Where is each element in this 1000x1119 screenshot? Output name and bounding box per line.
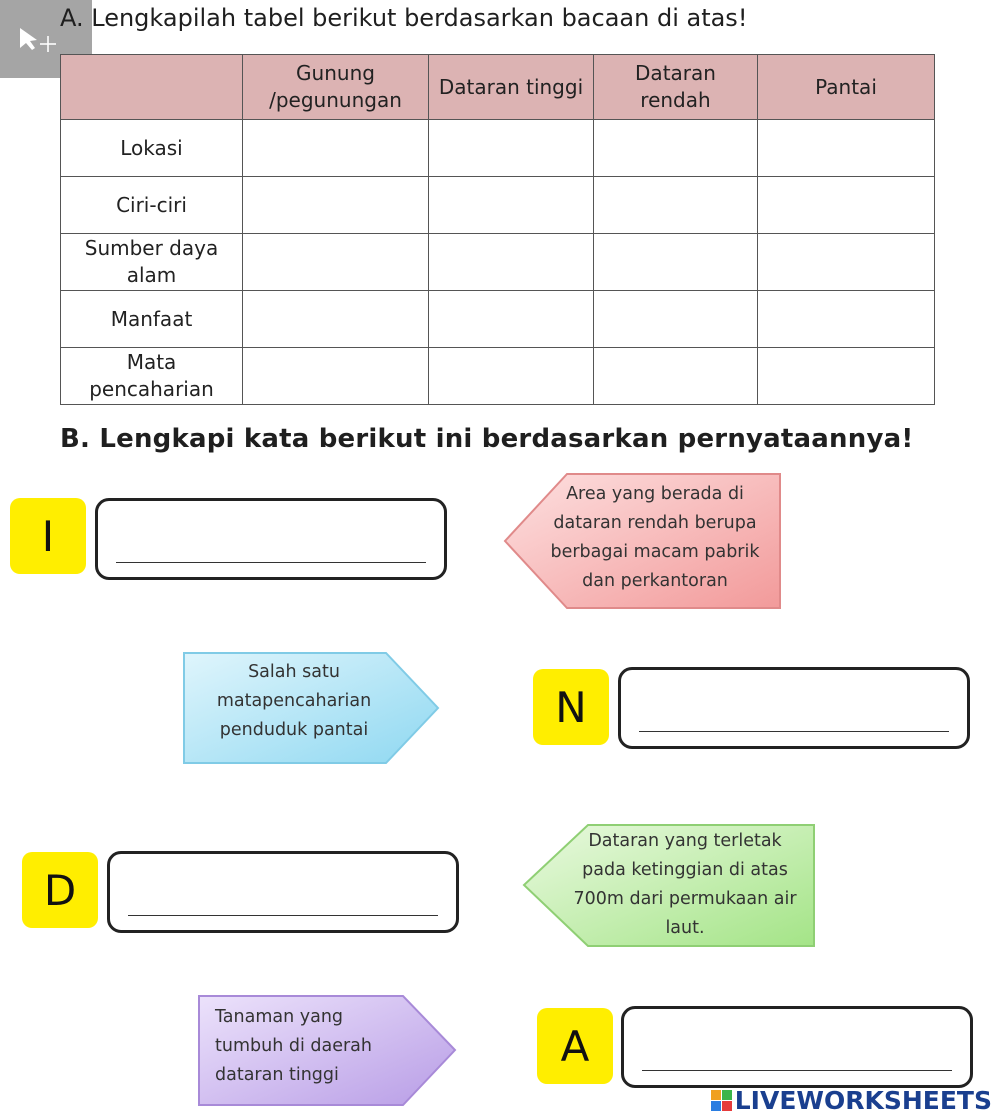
clue-arrow-i [503, 472, 783, 610]
clue-arrow-d [522, 823, 816, 948]
answer-cell[interactable] [429, 177, 594, 234]
completion-table [60, 54, 935, 405]
answer-box-a[interactable] [621, 1006, 973, 1088]
answer-cell[interactable] [594, 234, 758, 291]
answer-cell[interactable] [429, 234, 594, 291]
section-a-heading: A. Lengkapilah tabel berikut berdasarkan bacaan di atas! [60, 4, 748, 32]
table-row [61, 291, 935, 348]
answer-cell[interactable] [243, 234, 429, 291]
row-header: Mata pencaharian [61, 348, 243, 405]
answer-cell[interactable] [243, 177, 429, 234]
liveworksheets-watermark [711, 1086, 992, 1115]
answer-box-d[interactable] [107, 851, 459, 933]
answer-input-a[interactable] [642, 1042, 952, 1071]
letter-badge-a: A [537, 1008, 613, 1084]
answer-cell[interactable] [243, 348, 429, 405]
answer-cell[interactable] [758, 120, 935, 177]
letter-badge-n: N [533, 669, 609, 745]
table-header-row [61, 55, 935, 120]
clue-text-d: Dataran yang terletak pada ketinggian di atas 700m dari permukaan air laut. [573, 831, 797, 938]
letter-badge-d: D [22, 852, 98, 928]
row-header: Sumber daya alam [61, 234, 243, 291]
column-header: Pantai [758, 55, 935, 120]
answer-input-n[interactable] [639, 703, 949, 732]
answer-cell[interactable] [594, 291, 758, 348]
clue-text-a: Tanaman yang tumbuh di daerah dataran tinggi [215, 1007, 372, 1085]
liveworksheets-logo-icon [711, 1090, 732, 1111]
clue-arrow-a [197, 994, 457, 1107]
answer-box-n[interactable] [618, 667, 970, 749]
column-header: Dataran tinggi [429, 55, 594, 120]
answer-cell[interactable] [243, 120, 429, 177]
answer-cell[interactable] [758, 234, 935, 291]
clue-arrow-n [182, 651, 440, 765]
answer-input-d[interactable] [128, 887, 438, 916]
answer-cell[interactable] [758, 177, 935, 234]
section-b-heading: B. Lengkapi kata berikut ini berdasarkan pernyataannya! [60, 424, 914, 454]
answer-cell[interactable] [758, 348, 935, 405]
answer-cell[interactable] [594, 177, 758, 234]
row-header: Lokasi [61, 120, 243, 177]
answer-cell[interactable] [758, 291, 935, 348]
clue-text-n: Salah satu matapencaharian penduduk pantai [216, 662, 372, 740]
answer-cell[interactable] [594, 120, 758, 177]
row-header: Ciri-ciri [61, 177, 243, 234]
column-header: Gunung /pegunungan [243, 55, 429, 120]
table-row [61, 177, 935, 234]
answer-cell[interactable] [243, 291, 429, 348]
answer-cell[interactable] [594, 348, 758, 405]
answer-box-i[interactable] [95, 498, 447, 580]
letter-badge-i: I [10, 498, 86, 574]
watermark-text: LIVEWORKSHEETS [734, 1086, 992, 1115]
answer-cell[interactable] [429, 348, 594, 405]
move-cursor-icon [18, 26, 60, 56]
answer-cell[interactable] [429, 120, 594, 177]
row-header: Manfaat [61, 291, 243, 348]
table-row [61, 120, 935, 177]
answer-cell[interactable] [429, 291, 594, 348]
answer-input-i[interactable] [116, 534, 426, 563]
table-corner-cell [61, 55, 243, 120]
table-row [61, 348, 935, 405]
clue-text-i: Area yang berada di dataran rendah berupa berbagai macam pabrik dan perkantoran [550, 484, 760, 591]
table-row [61, 234, 935, 291]
column-header: Dataran rendah [594, 55, 758, 120]
